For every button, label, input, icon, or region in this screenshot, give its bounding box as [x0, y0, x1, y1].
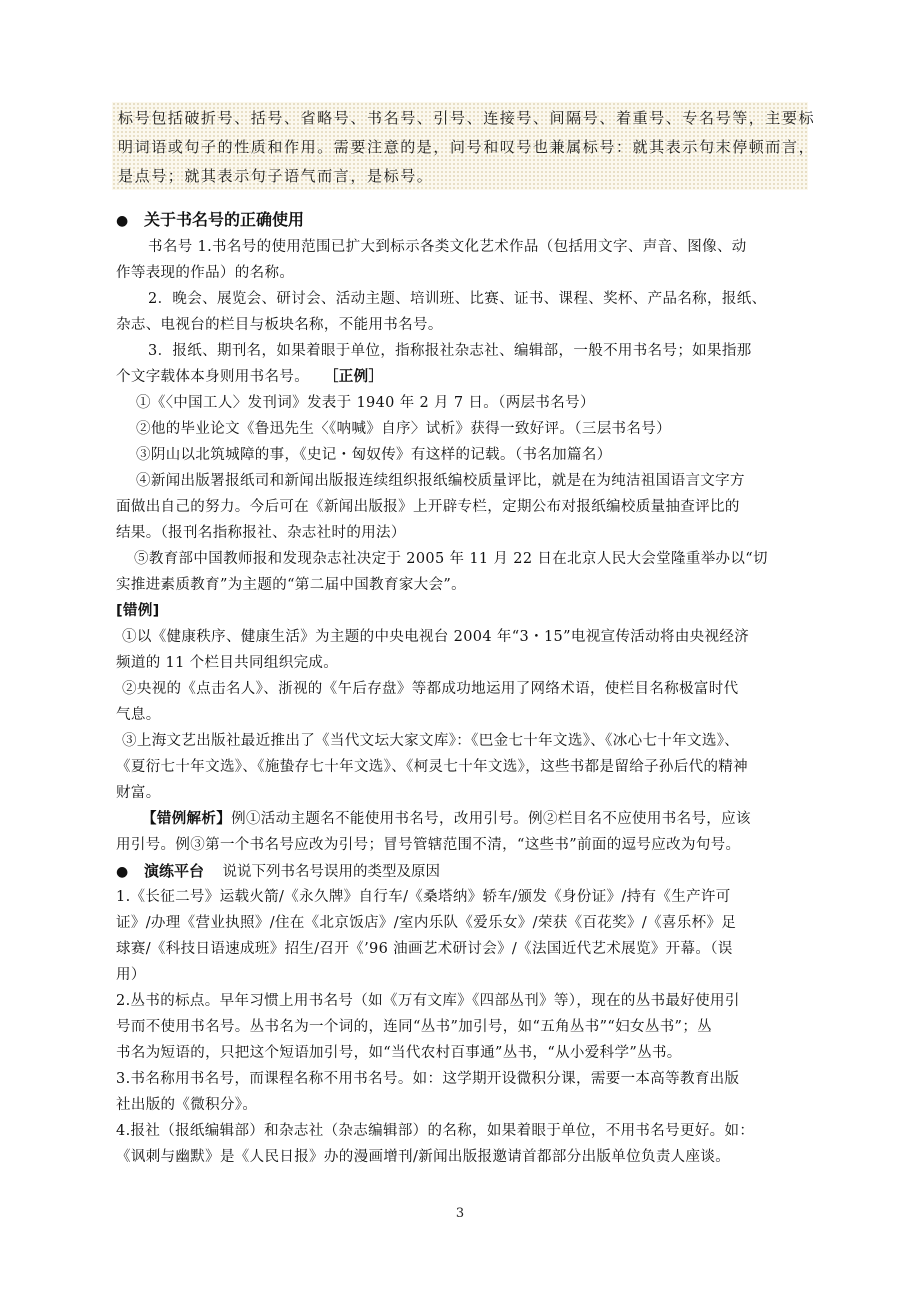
correct-example-4: 面做出自己的努力。今后可在《新闻出版报》上开辟专栏，定期公布对报纸编校质量抽查评比的 — [116, 499, 740, 515]
wrong-example-2: ②央视的《点击名人》、浙视的《午后存盘》等都成功地运用了网络术语，使栏目名称极富时代 — [122, 681, 739, 697]
rule-3-line: 3．报纸、期刊名，如果着眼于单位，指称报社杂志社、编辑部，一般不用书名号；如果指那 — [148, 343, 752, 359]
rule-1-line: 作等表现的作品）的名称。 — [116, 265, 295, 281]
main-content — [116, 206, 806, 1170]
wrong-example-1: 频道的 11 个栏目共同组织完成。 — [116, 655, 339, 671]
practice-item-1: 证》/办理《营业执照》/住在《北京饭店》/室内乐队《爱乐女》/荣获《百花奖》/《喜乐杯》足 — [116, 915, 737, 931]
wrong-example-3: 《夏衍七十年文选》、《施蛰存七十年文选》、《柯灵七十年文选》，这些书都是留给子孙后代的精神 — [116, 759, 748, 775]
practice-title: 演练平台 — [144, 862, 205, 880]
rule-2-line: 杂志、电视台的栏目与板块名称，不能用书名号。 — [116, 317, 443, 333]
wrong-example-label: [错例] — [116, 603, 160, 619]
intro-line: 是点号；就其表示句子语气而言，是标号。 — [118, 167, 434, 185]
practice-item-2: 书名为短语的，只把这个短语加引号，如“当代农村百事通”丛书，“从小爱科学”丛书。 — [116, 1045, 682, 1061]
section-title: 关于书名号的正确使用 — [144, 210, 305, 229]
correct-example-5: ⑤教育部中国教师报和发现杂志社决定于 2005 年 11 月 22 日在北京人民大会堂隆重举办以“切 — [134, 551, 768, 567]
rule-1-line: 书名号 1.书名号的使用范围已扩大到标示各类文化艺术作品（包括用文字、声音、图像、动 — [148, 239, 747, 255]
rule-3-text: 个文字载体本身则用书名号。 — [116, 369, 310, 385]
intro-text — [118, 104, 816, 191]
wrong-example-3: 财富。 — [116, 785, 161, 801]
correct-example-4: ④新闻出版署报纸司和新闻出版报连续组织报纸编校质量评比，就是在为纯洁祖国语言文字方 — [136, 473, 745, 489]
section-heading-book-title-marks — [116, 206, 806, 234]
correct-example-label: ［正例］ — [323, 369, 384, 385]
section-heading-practice — [116, 858, 806, 884]
analysis-line: 用引号。例③第一个书名号应改为引号；冒号管辖范围不清，“这些书”前面的逗号应改为句号。 — [116, 837, 741, 853]
practice-item-1: 用） — [116, 967, 146, 983]
wrong-example-3: ③上海文艺出版社最近推出了《当代文坛大家文库》：《巴金七十年文选》、《冰心七十年文选》、 — [122, 733, 740, 749]
analysis-line — [116, 806, 806, 832]
analysis-label: 【错例解析】 — [142, 811, 232, 827]
practice-item-4: 《讽刺与幽默》是《人民日报》办的漫画增刊/新闻出版报邀请首都部分出版单位负责人座谈。 — [116, 1149, 731, 1165]
wrong-example-2: 气息。 — [116, 707, 161, 723]
intro-paragraph — [112, 102, 816, 190]
practice-item-2: 号而不使用书名号。丛书名为一个词的，连同“丛书”加引号，如“五角丛书”“妇女丛书”；丛 — [116, 1019, 713, 1035]
intro-line: 明词语或句子的性质和作用。需要注意的是，问号和叹号也兼属标号：就其表示句末停顿而言， — [118, 138, 816, 156]
correct-example-2: ②他的毕业论文《鲁迅先生〈《呐喊》自序〉试析》获得一致好评。（三层书名号） — [136, 421, 671, 437]
correct-example-4: 结果。（报刊名指称报社、杂志社时的用法） — [116, 525, 406, 541]
practice-item-3: 社出版的《微积分》。 — [116, 1097, 258, 1113]
practice-item-3: 3.书名称用书名号，而课程名称不用书名号。如：这学期开设微积分课，需要一本高等教育出版 — [116, 1071, 740, 1087]
practice-item-4: 4.报社（报纸编辑部）和杂志社（杂志编辑部）的名称，如果着眼于单位，不用书名号更好。如： — [116, 1123, 755, 1139]
practice-item-2: 2.丛书的标点。早年习惯上用书名号（如《万有文库》《四部丛刊》等），现在的丛书最好使用引 — [116, 993, 740, 1009]
practice-item-1: 1.《长征二号》运载火箭/《永久牌》自行车/《桑塔纳》轿车/颁发《身份证》/持有《生产许可 — [116, 889, 731, 905]
rule-3-line — [116, 364, 806, 390]
practice-item-1: 球赛/《科技日语速成班》招生/召开《’96 油画艺术研讨会》/《法国近代艺术展览》开幕。（误 — [116, 941, 733, 957]
bullet-icon: ● — [116, 213, 129, 229]
practice-subtitle: 说说下列书名号误用的类型及原因 — [222, 864, 440, 880]
page-number: 3 — [455, 1206, 465, 1221]
rule-2-line: 2．晚会、展览会、研讨会、活动主题、培训班、比赛、证书、课程、奖杯、产品名称，报纸、 — [148, 291, 767, 307]
intro-line: 标号包括破折号、括号、省略号、书名号、引号、连接号、间隔号、着重号、专名号等，主要标 — [118, 109, 816, 127]
correct-example-1: ①《〈中国工人〉发刊词》发表于 1940 年 2 月 7 日。（两层书名号） — [136, 395, 595, 411]
analysis-text: 例①活动主题名不能使用书名号，改用引号。例②栏目名不应使用书名号，应该 — [231, 811, 751, 827]
wrong-example-1: ①以《健康秩序、健康生活》为主题的中央电视台 2004 年“3・15”电视宣传活动将由央视经济 — [122, 629, 750, 645]
correct-example-3: ③阴山以北筑城障的事，《史记・匈奴传》有这样的记载。（书名加篇名） — [136, 447, 612, 463]
correct-example-5: 实推进素质教育”为主题的“第二届中国教育家大会”。 — [116, 577, 466, 593]
bullet-icon: ● — [116, 864, 129, 880]
